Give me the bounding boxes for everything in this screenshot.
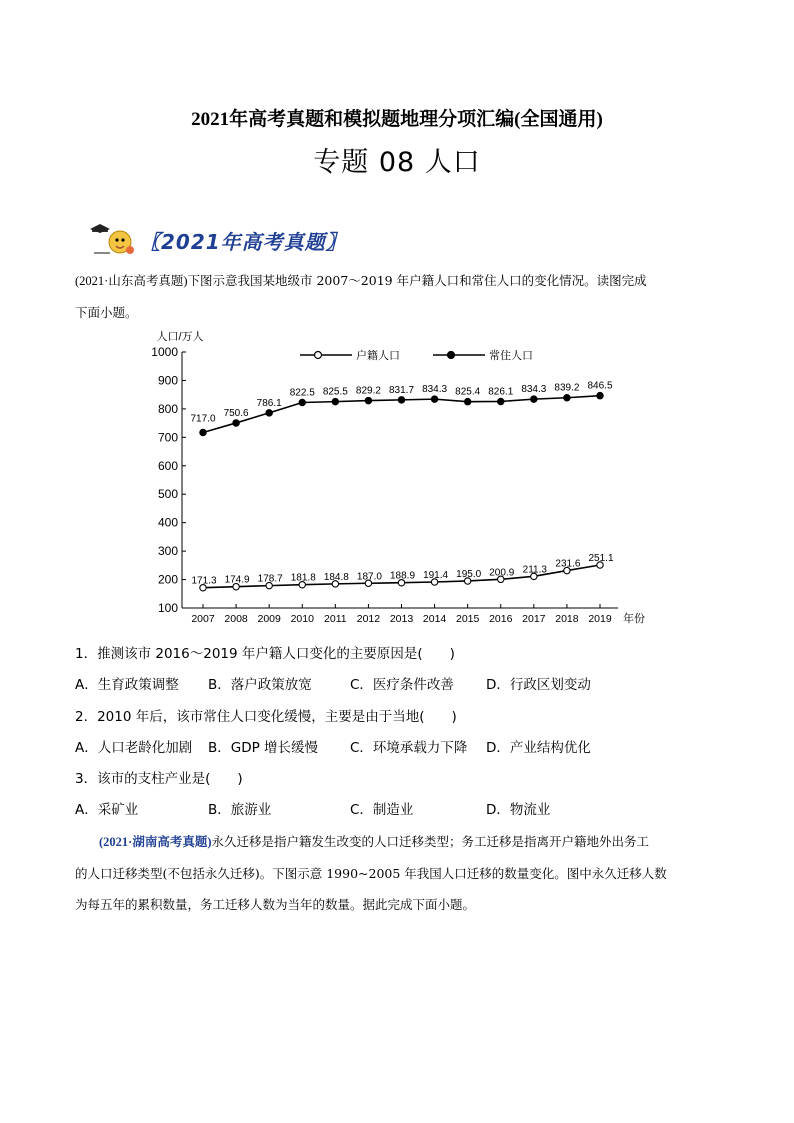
passage-1-source: (2021·山东高考真题) <box>75 274 188 288</box>
passage-1 <box>75 265 720 328</box>
data-point <box>464 398 470 404</box>
x-tick-label: 2016 <box>489 613 513 625</box>
data-label: 717.0 <box>190 413 216 425</box>
x-tick-label: 2017 <box>522 613 546 625</box>
data-label: 187.0 <box>356 571 382 583</box>
data-label: 826.1 <box>488 386 514 398</box>
data-label: 822.5 <box>289 387 315 399</box>
population-line-chart <box>140 328 660 632</box>
data-point <box>431 396 437 402</box>
data-point <box>299 399 305 405</box>
question-1-option-c[interactable]: C．医疗条件改善 <box>350 677 454 693</box>
data-label: 195.0 <box>456 568 482 580</box>
question-3-option-b[interactable]: B．旅游业 <box>208 802 272 818</box>
passage-2-line-1 <box>75 826 720 858</box>
passage-2-line-3: 为每五年的累积数量，务工迁移人数为当年的数量。据此完成下面小题。 <box>75 897 476 912</box>
question-2-option-b[interactable]: B．GDP 增长缓慢 <box>208 740 319 756</box>
data-label: 171.3 <box>191 575 217 587</box>
question-2-option-c[interactable]: C．环境承载力下降 <box>350 740 468 756</box>
data-label: 831.7 <box>388 384 415 396</box>
data-label: 750.6 <box>223 407 249 419</box>
question-2-stem: 2．2010 年后，该市常住人口变化缓慢，主要是由于当地( ) <box>75 709 457 725</box>
legend-label: 常住人口 <box>489 350 533 362</box>
data-point <box>200 429 206 435</box>
x-tick-label: 2019 <box>588 613 612 625</box>
y-tick-label: 300 <box>157 544 178 559</box>
x-tick-label: 2009 <box>257 613 281 625</box>
x-axis-label: 年份 <box>623 613 645 625</box>
document-subtitle: 专题 08 人口 <box>313 147 481 178</box>
y-tick-label: 400 <box>157 515 178 530</box>
question-1-option-b[interactable]: B．落户政策放宽 <box>208 677 312 693</box>
x-tick-label: 2012 <box>356 613 381 625</box>
section-banner: 〖2021年高考真题〗 <box>140 230 347 254</box>
x-tick-label: 2011 <box>324 613 347 625</box>
passage-1-line-2: 下面小题。 <box>75 305 138 320</box>
passage-1-line-1 <box>75 265 720 297</box>
question-3-option-a[interactable]: A．采矿业 <box>75 802 139 818</box>
data-point <box>398 397 404 403</box>
question-2-option-a[interactable]: A．人口老龄化加剧 <box>75 740 193 756</box>
data-label: 829.2 <box>355 385 381 397</box>
data-label: 174.9 <box>224 574 250 586</box>
data-point <box>266 410 272 416</box>
y-tick-label: 1000 <box>151 345 178 359</box>
data-point <box>564 395 570 401</box>
data-label: 178.7 <box>257 573 283 585</box>
passage-2-text-1: 永久迁移是指户籍发生改变的人口迁移类型；务工迁移是指离开户籍地外出务工 <box>211 834 650 849</box>
data-point <box>332 398 338 404</box>
data-label: 825.5 <box>322 386 348 398</box>
legend-label: 户籍人口 <box>356 350 400 362</box>
data-point <box>233 420 239 426</box>
x-tick-label: 2007 <box>191 613 215 625</box>
data-label: 231.6 <box>555 558 581 570</box>
data-label: 825.4 <box>455 386 481 398</box>
question-3-option-c[interactable]: C．制造业 <box>350 802 414 818</box>
question-1-stem: 1．推测该市 2016～2019 年户籍人口变化的主要原因是( ) <box>75 646 455 662</box>
data-point <box>597 392 603 398</box>
data-label: 181.8 <box>290 572 316 584</box>
data-label: 839.2 <box>554 382 580 394</box>
question-2-option-d[interactable]: D．产业结构优化 <box>486 740 591 756</box>
question-3-stem: 3．该市的支柱产业是( ) <box>75 771 243 787</box>
y-tick-label: 600 <box>157 458 178 473</box>
data-point <box>365 397 371 403</box>
data-label: 834.3 <box>422 384 448 396</box>
legend-marker <box>448 352 455 359</box>
y-tick-label: 800 <box>157 401 178 416</box>
data-label: 786.1 <box>256 397 282 409</box>
x-tick-label: 2015 <box>455 613 480 625</box>
passage-2-source: (2021·湖南高考真题) <box>99 835 212 849</box>
cartoon-mascot-icon <box>90 224 138 260</box>
data-label: 184.8 <box>323 571 349 583</box>
data-label: 211.3 <box>522 564 547 576</box>
data-point <box>531 396 537 402</box>
legend-marker <box>315 352 322 359</box>
y-tick-label: 900 <box>157 373 178 388</box>
passage-2 <box>75 826 720 920</box>
data-label: 834.3 <box>521 384 547 396</box>
data-point <box>498 398 504 404</box>
y-tick-label: 700 <box>157 430 178 445</box>
question-3-option-d[interactable]: D．物流业 <box>486 802 551 818</box>
passage-1-text: 下图示意我国某地级市 2007～2019 年户籍人口和常住人口的变化情况。读图完成 <box>187 273 647 288</box>
document-title: 2021年高考真题和模拟题地理分项汇编(全国通用) <box>191 109 603 130</box>
x-tick-label: 2010 <box>290 613 314 625</box>
question-1-option-d[interactable]: D．行政区划变动 <box>486 677 591 693</box>
x-tick-label: 2013 <box>389 613 414 625</box>
y-tick-label: 500 <box>157 487 178 502</box>
x-tick-label: 2014 <box>422 613 447 625</box>
data-label: 846.5 <box>587 380 613 392</box>
x-tick-label: 2008 <box>224 613 248 625</box>
x-tick-label: 2018 <box>555 613 579 625</box>
y-tick-label: 100 <box>157 601 178 615</box>
passage-2-line-2: 的人口迁移类型(不包括永久迁移)。下图示意 1990~2005 年我国人口迁移的数量变化。图中永久迁移人数 <box>75 866 667 881</box>
data-label: 188.9 <box>389 570 416 582</box>
data-label: 251.1 <box>588 553 614 565</box>
y-tick-label: 200 <box>157 572 178 587</box>
question-1-option-a[interactable]: A．生育政策调整 <box>75 677 179 693</box>
data-label: 191.4 <box>423 570 449 582</box>
data-label: 200.9 <box>489 567 515 579</box>
y-axis-label: 人口/万人 <box>156 331 204 343</box>
